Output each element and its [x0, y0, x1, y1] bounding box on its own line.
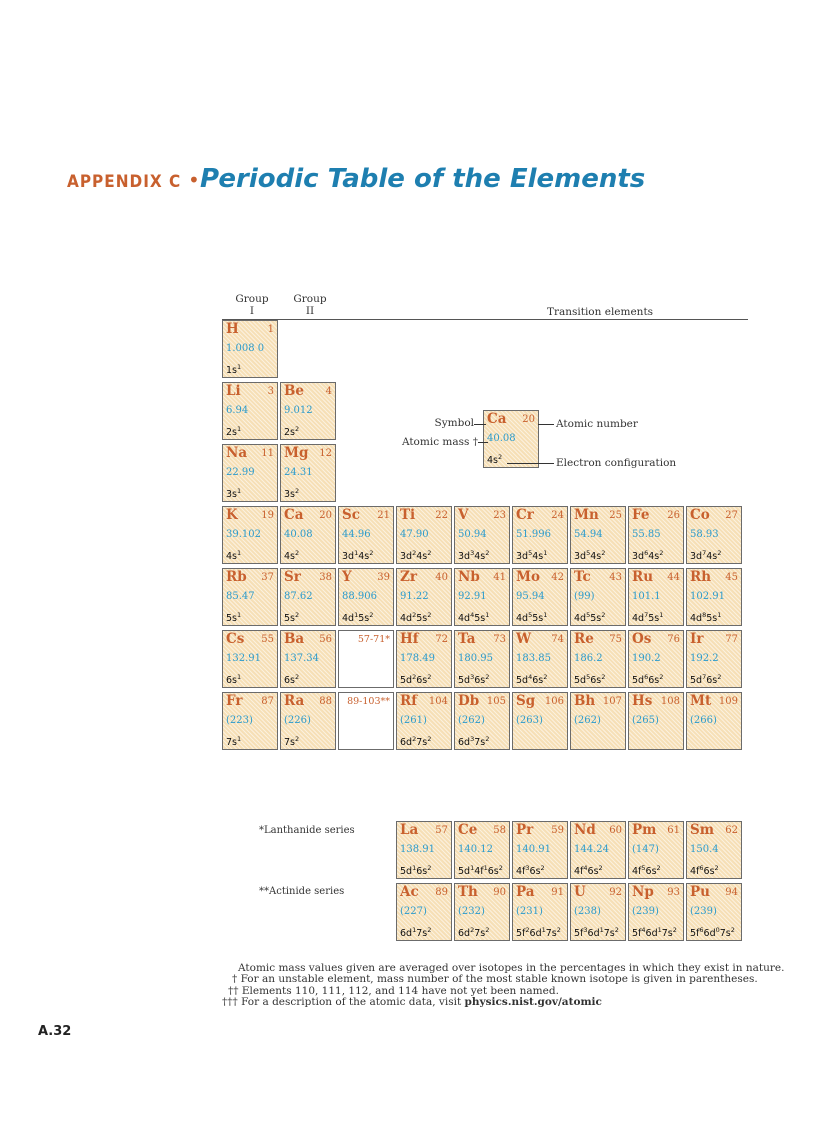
legend-mass-line	[478, 442, 488, 443]
range-label: 89-103**	[347, 696, 390, 707]
element-config: $5d^76s^2$	[690, 673, 722, 687]
element-number: 89	[435, 887, 448, 898]
element-config: $4s^1$	[226, 549, 242, 563]
element-mass: 144.24	[574, 844, 609, 855]
element-cell-fe	[628, 506, 684, 564]
element-symbol: Hs	[632, 693, 653, 709]
element-symbol: Nd	[574, 822, 596, 838]
element-number: 58	[493, 825, 506, 836]
element-number: 91	[551, 887, 564, 898]
lanthanide-range-cell	[338, 630, 394, 688]
element-symbol: U	[574, 884, 586, 900]
element-config: $6s^1$	[226, 673, 242, 687]
element-mass: 138.91	[400, 844, 435, 855]
element-symbol: Na	[226, 445, 248, 461]
legend-atomic-mass-label: Atomic mass †	[401, 436, 478, 448]
element-symbol: Db	[458, 693, 480, 709]
element-config: $5d^16s^2$	[400, 864, 432, 878]
element-cell-re	[570, 630, 626, 688]
element-config: $5f^46d^17s^2$	[632, 926, 677, 940]
element-mass: 9.012	[284, 405, 313, 416]
element-symbol: Sg	[516, 693, 536, 709]
element-config: $5s^1$	[226, 611, 242, 625]
element-symbol: Sc	[342, 507, 360, 523]
element-number: 93	[667, 887, 680, 898]
element-symbol: Ra	[284, 693, 305, 709]
element-symbol: Bh	[574, 693, 596, 709]
element-symbol: Ir	[690, 631, 704, 647]
element-cell-be	[280, 382, 336, 440]
element-number: 57	[435, 825, 448, 836]
element-mass: 178.49	[400, 653, 435, 664]
element-mass: (232)	[458, 906, 485, 917]
group-1-header-num: I	[249, 305, 255, 317]
element-number: 77	[725, 634, 738, 645]
element-cell-y	[338, 568, 394, 626]
element-number: 90	[493, 887, 506, 898]
element-cell-na	[222, 444, 278, 502]
element-mass: (147)	[632, 844, 659, 855]
legend-electron-config-label: Electron configuration	[556, 457, 677, 469]
page-number: A.32	[38, 1024, 72, 1039]
element-number: 20	[319, 510, 332, 521]
element-cell-mn	[570, 506, 626, 564]
legend-number-line	[538, 424, 554, 425]
element-mass: 91.22	[400, 591, 429, 602]
element-number: 1	[267, 324, 274, 335]
group-2-header-word: Group	[293, 293, 327, 305]
element-cell-rb	[222, 568, 278, 626]
element-number: 3	[267, 386, 274, 397]
element-cell-sc	[338, 506, 394, 564]
element-cell-li	[222, 382, 278, 440]
element-mass: (266)	[690, 715, 717, 726]
element-symbol: Mt	[690, 693, 712, 709]
element-symbol: Mn	[574, 507, 599, 523]
element-number: 76	[667, 634, 680, 645]
element-symbol: Co	[690, 507, 710, 523]
element-number: 106	[544, 696, 564, 707]
element-number: 21	[377, 510, 390, 521]
element-mass: (238)	[574, 906, 601, 917]
element-cell-ir	[686, 630, 742, 688]
element-symbol: Pa	[516, 884, 535, 900]
element-cell-ra	[280, 692, 336, 750]
element-config: $4d^75s^1$	[632, 611, 664, 625]
element-symbol: Nb	[458, 569, 480, 585]
element-symbol: Fe	[632, 507, 650, 523]
footnote-nist-text: ††† For a description of the atomic data, visit	[222, 996, 465, 1008]
element-symbol: Cs	[226, 631, 245, 647]
element-number: 74	[551, 634, 564, 645]
element-number: 19	[261, 510, 274, 521]
element-config: $7s^1$	[226, 735, 242, 749]
element-number: 87	[261, 696, 274, 707]
element-cell-ta	[454, 630, 510, 688]
element-mass: 47.90	[400, 529, 429, 540]
element-number: 25	[609, 510, 622, 521]
element-number: 37	[261, 572, 274, 583]
element-cell-nb	[454, 568, 510, 626]
element-config: $4d^15s^2$	[342, 611, 374, 625]
actinide-series-label: **Actinide series	[259, 886, 345, 897]
element-mass: 1.008 0	[226, 343, 265, 354]
element-config: $3d^14s^2$	[342, 549, 374, 563]
element-number: 11	[261, 448, 274, 459]
element-cell-zr	[396, 568, 452, 626]
element-symbol: Ta	[458, 631, 476, 647]
legend-config-line	[507, 463, 554, 464]
element-number: 109	[718, 696, 738, 707]
element-number: 24	[551, 510, 564, 521]
element-mass: (227)	[400, 906, 427, 917]
element-config: $3d^24s^2$	[400, 549, 432, 563]
element-mass: 137.34	[284, 653, 319, 664]
nist-link[interactable]: physics.nist.gov/atomic	[464, 996, 602, 1008]
element-symbol: Fr	[226, 693, 243, 709]
element-mass: 140.91	[516, 844, 551, 855]
element-symbol: Cr	[516, 507, 534, 523]
element-number: 41	[493, 572, 506, 583]
element-symbol: K	[226, 507, 238, 523]
element-config: $5d^66s^2$	[632, 673, 664, 687]
element-config: $2s^2$	[284, 425, 300, 439]
element-config: $4f^66s^2$	[690, 864, 719, 878]
element-cell-k	[222, 506, 278, 564]
element-number: 55	[261, 634, 274, 645]
element-symbol: W	[516, 631, 532, 647]
element-number: 104	[428, 696, 448, 707]
element-mass: 39.102	[226, 529, 261, 540]
element-cell-np	[628, 883, 684, 941]
element-symbol: Pm	[632, 822, 657, 838]
element-config: $5f^66d^07s^2$	[690, 926, 735, 940]
element-cell-os	[628, 630, 684, 688]
legend-sample-mass: 40.08	[487, 433, 516, 444]
element-cell-rf	[396, 692, 452, 750]
element-mass: 186.2	[574, 653, 603, 664]
element-cell-th	[454, 883, 510, 941]
element-config: $4f^36s^2$	[516, 864, 545, 878]
element-number: 42	[551, 572, 564, 583]
element-config: $6d^27s^2$	[458, 926, 490, 940]
element-number: 75	[609, 634, 622, 645]
element-symbol: Tc	[574, 569, 591, 585]
element-mass: (239)	[690, 906, 717, 917]
element-config: $5d^46s^2$	[516, 673, 548, 687]
element-mass: 140.12	[458, 844, 493, 855]
legend-symbol-label: Symbol	[434, 417, 474, 429]
element-number: 40	[435, 572, 448, 583]
element-symbol: Pu	[690, 884, 710, 900]
header-rule	[222, 319, 748, 320]
element-mass: (262)	[574, 715, 601, 726]
element-symbol: Th	[458, 884, 478, 900]
element-symbol: H	[226, 321, 239, 337]
element-cell-tc	[570, 568, 626, 626]
element-config: $3d^64s^2$	[632, 549, 664, 563]
element-symbol: Rh	[690, 569, 712, 585]
element-mass: (261)	[400, 715, 427, 726]
element-cell-db	[454, 692, 510, 750]
element-config: $6d^37s^2$	[458, 735, 490, 749]
element-mass: (265)	[632, 715, 659, 726]
element-cell-ba	[280, 630, 336, 688]
element-cell-rh	[686, 568, 742, 626]
group-2-header-num: II	[305, 305, 315, 317]
element-mass: 102.91	[690, 591, 725, 602]
element-cell-sm	[686, 821, 742, 879]
legend-sample-config: $4s^2$	[487, 453, 503, 467]
element-config: $3d^54s^1$	[516, 549, 548, 563]
element-cell-mg	[280, 444, 336, 502]
element-mass: 40.08	[284, 529, 313, 540]
element-config: $4d^55s^1$	[516, 611, 548, 625]
element-number: 12	[319, 448, 332, 459]
element-cell-pr	[512, 821, 568, 879]
element-config: $6s^2$	[284, 673, 300, 687]
element-symbol: Mg	[284, 445, 309, 461]
element-number: 27	[725, 510, 738, 521]
element-config: $4f^46s^2$	[574, 864, 603, 878]
range-label: 57-71*	[357, 634, 390, 645]
element-mass: 24.31	[284, 467, 313, 478]
element-config: $6d^27s^2$	[400, 735, 432, 749]
element-config: $3d^34s^2$	[458, 549, 490, 563]
element-cell-w	[512, 630, 568, 688]
element-cell-nd	[570, 821, 626, 879]
element-symbol: Rb	[226, 569, 247, 585]
element-config: $5d^14f^16s^2$	[458, 864, 503, 878]
actinide-range-cell	[338, 692, 394, 750]
element-cell-ru	[628, 568, 684, 626]
element-mass: 51.996	[516, 529, 551, 540]
element-number: 26	[667, 510, 680, 521]
element-symbol: Ce	[458, 822, 478, 838]
element-symbol: Ti	[400, 507, 416, 523]
group-1-header-word: Group	[235, 293, 269, 305]
element-symbol: Ba	[284, 631, 305, 647]
element-config: $5s^2$	[284, 611, 300, 625]
element-symbol: Re	[574, 631, 594, 647]
group-1-header	[224, 293, 280, 317]
element-cell-la	[396, 821, 452, 879]
element-number: 105	[486, 696, 506, 707]
element-config: $3d^54s^2$	[574, 549, 606, 563]
element-symbol: Pr	[516, 822, 534, 838]
element-number: 22	[435, 510, 448, 521]
element-symbol: Rf	[400, 693, 418, 709]
element-mass: (226)	[284, 715, 311, 726]
element-config: $4d^55s^2$	[574, 611, 606, 625]
element-cell-mo	[512, 568, 568, 626]
footnote-unstable: † For an unstable element, mass number of the most stable known isotope is given in parentheses.	[232, 973, 758, 985]
element-cell-u	[570, 883, 626, 941]
element-number: 92	[609, 887, 622, 898]
element-cell-mt	[686, 692, 742, 750]
transition-elements-header: Transition elements	[546, 306, 654, 318]
element-cell-ti	[396, 506, 452, 564]
element-symbol: Sm	[690, 822, 715, 838]
footnote-mass-values: Atomic mass values given are averaged over isotopes in the percentages in which they exist in nature.	[238, 962, 785, 974]
element-mass: (99)	[574, 591, 595, 602]
element-config: $7s^2$	[284, 735, 300, 749]
element-cell-co	[686, 506, 742, 564]
element-cell-cr	[512, 506, 568, 564]
legend-symbol-line	[474, 424, 486, 425]
element-mass: 85.47	[226, 591, 255, 602]
element-config: $5d^36s^2$	[458, 673, 490, 687]
element-number: 62	[725, 825, 738, 836]
element-symbol: Mo	[516, 569, 540, 585]
element-number: 88	[319, 696, 332, 707]
element-symbol: Sr	[284, 569, 301, 585]
element-cell-v	[454, 506, 510, 564]
element-number: 56	[319, 634, 332, 645]
page-title: Periodic Table of the Elements	[200, 164, 646, 194]
element-mass: 44.96	[342, 529, 371, 540]
element-cell-pm	[628, 821, 684, 879]
element-mass: 88.906	[342, 591, 377, 602]
element-mass: (231)	[516, 906, 543, 917]
element-config: $3s^1$	[226, 487, 242, 501]
element-symbol: Zr	[400, 569, 417, 585]
legend-sample-number: 20	[522, 414, 535, 425]
element-config: $4d^85s^1$	[690, 611, 722, 625]
element-cell-ce	[454, 821, 510, 879]
element-mass: 101.1	[632, 591, 661, 602]
element-number: 23	[493, 510, 506, 521]
element-cell-ca	[280, 506, 336, 564]
element-mass: 92.91	[458, 591, 487, 602]
footnote-unnamed: †† Elements 110, 111, 112, and 114 have not yet been named.	[228, 985, 559, 997]
element-cell-fr	[222, 692, 278, 750]
element-mass: 54.94	[574, 529, 603, 540]
element-config: $5f^26d^17s^2$	[516, 926, 561, 940]
element-mass: 87.62	[284, 591, 313, 602]
element-number: 44	[667, 572, 680, 583]
element-mass: (262)	[458, 715, 485, 726]
element-number: 43	[609, 572, 622, 583]
element-number: 73	[493, 634, 506, 645]
element-cell-hs	[628, 692, 684, 750]
element-cell-sr	[280, 568, 336, 626]
element-number: 72	[435, 634, 448, 645]
element-mass: 192.2	[690, 653, 719, 664]
element-number: 4	[325, 386, 332, 397]
element-mass: 55.85	[632, 529, 661, 540]
element-mass: 190.2	[632, 653, 661, 664]
element-cell-sg	[512, 692, 568, 750]
element-mass: 95.94	[516, 591, 545, 602]
element-cell-ac	[396, 883, 452, 941]
element-cell-bh	[570, 692, 626, 750]
element-config: $4d^25s^2$	[400, 611, 432, 625]
element-config: $3d^74s^2$	[690, 549, 722, 563]
element-symbol: Os	[632, 631, 652, 647]
element-symbol: La	[400, 822, 419, 838]
element-symbol: Li	[226, 383, 241, 399]
element-number: 60	[609, 825, 622, 836]
element-mass: 22.99	[226, 467, 255, 478]
element-cell-h	[222, 320, 278, 378]
element-number: 108	[660, 696, 680, 707]
element-number: 59	[551, 825, 564, 836]
element-config: $5f^36d^17s^2$	[574, 926, 619, 940]
element-mass: (223)	[226, 715, 253, 726]
element-symbol: Y	[342, 569, 352, 585]
element-mass: (239)	[632, 906, 659, 917]
group-2-header	[282, 293, 338, 317]
element-mass: 6.94	[226, 405, 249, 416]
element-number: 39	[377, 572, 390, 583]
element-cell-cs	[222, 630, 278, 688]
element-number: 61	[667, 825, 680, 836]
element-symbol: Hf	[400, 631, 419, 647]
element-config: $4f^56s^2$	[632, 864, 661, 878]
lanthanide-series-label: *Lanthanide series	[259, 825, 355, 836]
element-mass: 150.4	[690, 844, 719, 855]
legend-sample-symbol: Ca	[487, 411, 507, 427]
element-mass: 132.91	[226, 653, 261, 664]
element-mass: (263)	[516, 715, 543, 726]
element-number: 38	[319, 572, 332, 583]
element-mass: 180.95	[458, 653, 493, 664]
element-config: $1s^1$	[226, 363, 242, 377]
legend-sample-cell	[483, 410, 539, 468]
element-cell-pa	[512, 883, 568, 941]
element-symbol: Be	[284, 383, 304, 399]
element-config: $4d^45s^1$	[458, 611, 490, 625]
element-config: $2s^1$	[226, 425, 242, 439]
element-mass: 50.94	[458, 529, 487, 540]
element-symbol: Np	[632, 884, 654, 900]
element-symbol: Ca	[284, 507, 304, 523]
element-config: $4s^2$	[284, 549, 300, 563]
heading-bullet: •	[188, 168, 200, 192]
element-number: 107	[602, 696, 622, 707]
element-number: 94	[725, 887, 738, 898]
element-symbol: Ru	[632, 569, 654, 585]
footnote-nist	[222, 996, 602, 1008]
element-config: $5d^56s^2$	[574, 673, 606, 687]
element-number: 45	[725, 572, 738, 583]
element-cell-pu	[686, 883, 742, 941]
element-symbol: V	[458, 507, 469, 523]
element-symbol: Ac	[400, 884, 419, 900]
element-config: $5d^26s^2$	[400, 673, 432, 687]
element-config: $3s^2$	[284, 487, 300, 501]
element-cell-hf	[396, 630, 452, 688]
appendix-label: APPENDIX C	[67, 172, 182, 192]
element-mass: 183.85	[516, 653, 551, 664]
element-config: $6d^17s^2$	[400, 926, 432, 940]
element-mass: 58.93	[690, 529, 719, 540]
legend-atomic-number-label: Atomic number	[556, 418, 638, 430]
